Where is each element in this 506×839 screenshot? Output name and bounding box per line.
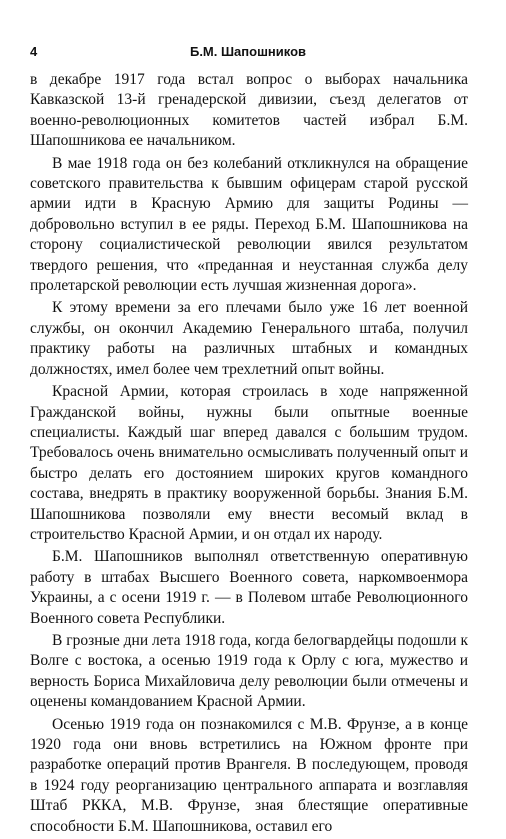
page-header xyxy=(30,44,466,64)
paragraph: Осенью 1919 года он познакомился с М.В. Фрунзе, а в конце 1920 года они вновь встретились на Южном фронте при разработке операций против Врангеля. В последующем, проводя в 1924 году реорганизацию центрального аппарата и возглавляя Штаб РККА, М.В. Фрунзе, зная блестящие оперативные способности Б.М. Шапошникова, оставил его xyxy=(30,715,468,835)
body-text xyxy=(30,70,468,839)
paragraph: К этому времени за его плечами было уже 16 лет военной службы, он окончил Академию Генерального штаба, получил практику работы на различных штабных и командных должностях, имел более чем трехлетний опыт войны. xyxy=(30,299,468,378)
running-head: Б.М. Шапошников xyxy=(189,44,307,59)
page-number: 4 xyxy=(30,44,38,59)
paragraph: Б.М. Шапошников выполнял ответственную оперативную работу в штабах Высшего Военного совета, наркомвоенмора Украины, а с осени 1919 г. — в Полевом штабе Революционного Военного совета Республики. xyxy=(30,548,468,627)
paragraph: В грозные дни лета 1918 года, когда белогвардейцы подошли к Волге с востока, а осенью 1919 года к Орлу с юга, мужество и верность Бориса Михайловича делу революции были отмечены и оценены командованием Красной Армии. xyxy=(30,631,468,711)
paragraph: Красной Армии, которая строилась в ходе напряженной Гражданской войны, нужны были опытные военные специалисты. Каждый шаг вперед давался с большим трудом. Требовалось очень внимательно осмысливать полученный опыт и быстро делать его достоянием широких кругов командного состава, внедрять в практику вооруженной борьбы. Знания Б.М. Шапошникова позволяли ему внести весомый вклад в строительство Красной Армии, и он отдал их народу. xyxy=(30,383,468,543)
paragraph: в декабре 1917 года встал вопрос о выборах начальника Кавказской 13-й гренадерской дивизии, съезд делегатов от военно-революционных комитетов частей избрал Б.М. Шапошникова ее начальником. xyxy=(30,71,468,150)
paragraph: В мае 1918 года он без колебаний откликнулся на обращение советского правительства к бывшим офицерам старой русской армии идти в Красную Армию для защиты Родины — добровольно вступил в ее ряды. Переход Б.М. Шапошникова на сторону социалистической революции явился результатом твердого решения, что «преданная и неустанная служба делу пролетарской революции есть лучшая жизненная дорога». xyxy=(30,154,468,295)
